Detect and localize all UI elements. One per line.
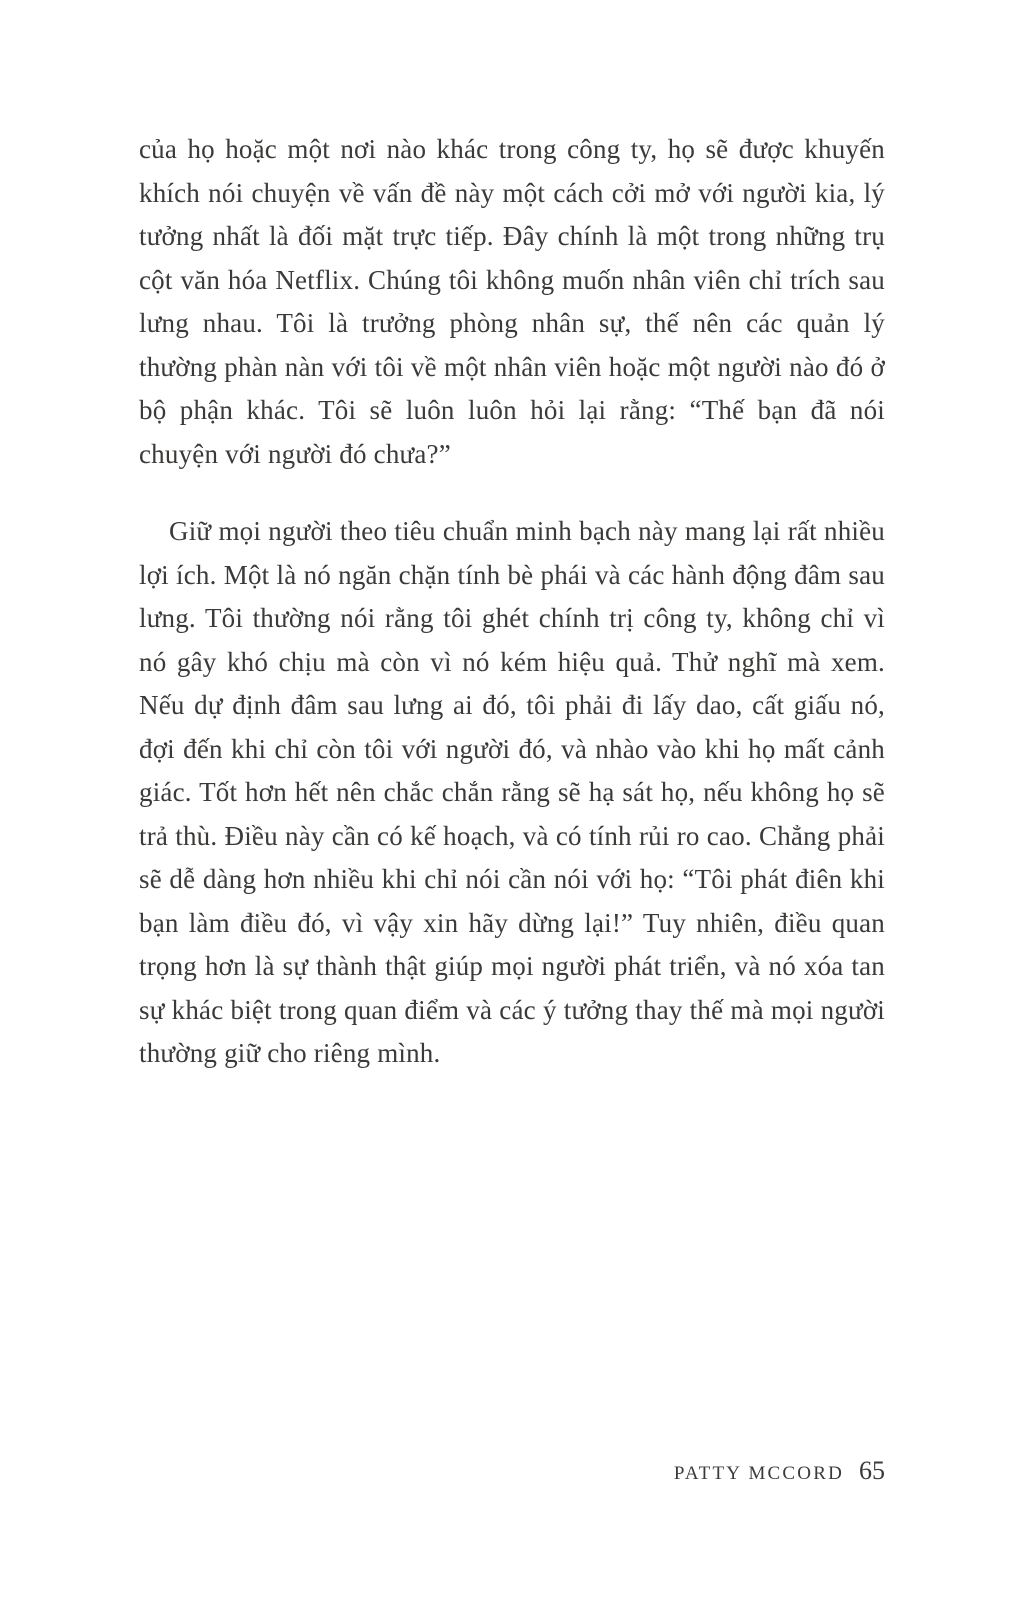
paragraph-1: của họ hoặc một nơi nào khác trong công ty, họ sẽ được khuyến khích nói chuyện về vấn đề này một cách cởi mở với người kia, lý tưởng nhất là đối mặt trực tiếp. Đây chính là một trong những trụ cột văn hóa Netflix. Chúng tôi không muốn nhân viên chỉ trích sau lưng nhau. Tôi là trưởng phòng nhân sự, thế nên các quản lý thường phàn nàn với tôi về một nhân viên hoặc một người nào đó ở bộ phận khác. Tôi sẽ luôn luôn hỏi lại rằng: “Thế bạn đã nói chuyện với người đó chưa?” <box>139 134 885 469</box>
page-number: 65 <box>859 1456 885 1485</box>
body-text <box>139 128 885 1076</box>
page-footer <box>674 1456 885 1486</box>
running-footer-author: PATTY MCCORD <box>673 1463 844 1484</box>
paragraph-2: Giữ mọi người theo tiêu chuẩn minh bạch này mang lại rất nhiều lợi ích. Một là nó ngăn chặn tính bè phái và các hành động đâm sau lưng. Tôi thường nói rằng tôi ghét chính trị công ty, không chỉ vì nó gây khó chịu mà còn vì nó kém hiệu quả. Thử nghĩ mà xem. Nếu dự định đâm sau lưng ai đó, tôi phải đi lấy dao, cất giấu nó, đợi đến khi chỉ còn tôi với người đó, và nhào vào khi họ mất cảnh giác. Tốt hơn hết nên chắc chắn rằng sẽ hạ sát họ, nếu không họ sẽ trả thù. Điều này cần có kế hoạch, và có tính rủi ro cao. Chẳng phải sẽ dễ dàng hơn nhiều khi chỉ nói cần nói với họ: “Tôi phát điên khi bạn làm điều đó, vì vậy xin hãy dừng lại!” Tuy nhiên, điều quan trọng hơn là sự thành thật giúp mọi người phát triển, và nó xóa tan sự khác biệt trong quan điểm và các ý tưởng thay thế mà mọi người thường giữ cho riêng mình. <box>139 516 885 1068</box>
